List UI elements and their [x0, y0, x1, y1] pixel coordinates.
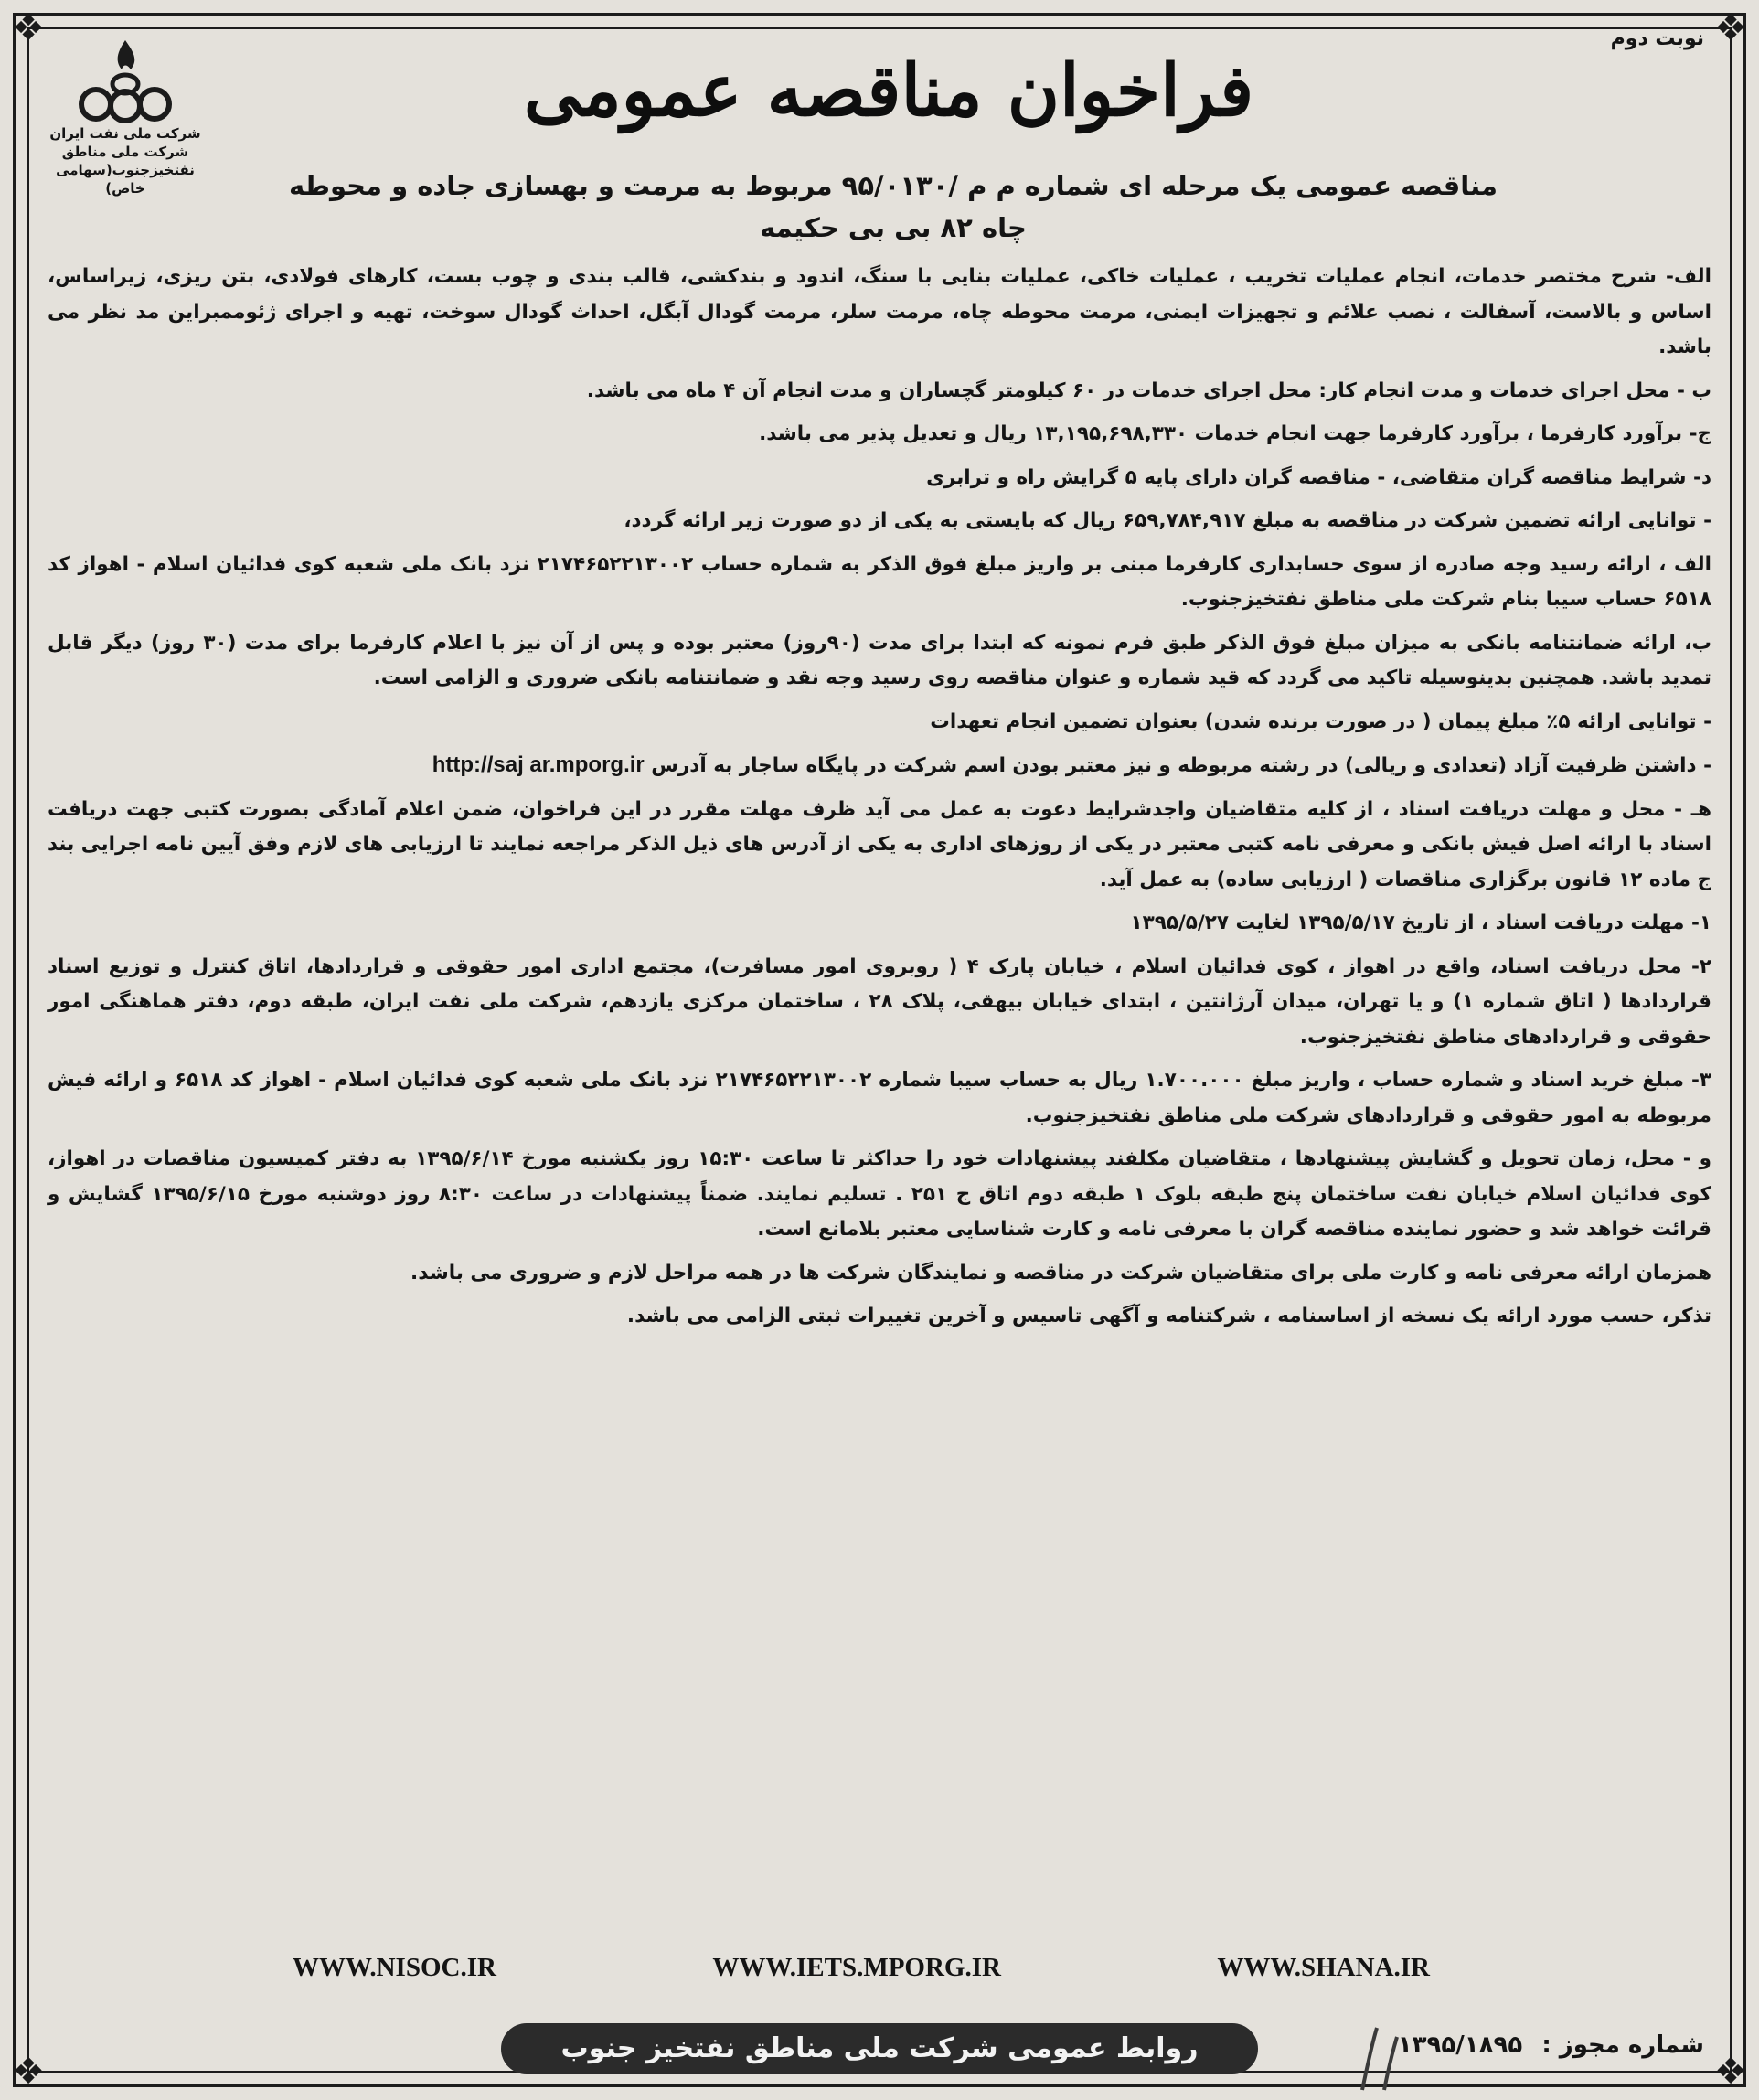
- corner-ornament-icon: ❖: [12, 7, 45, 49]
- section-conditions: د- شرایط مناقصه گران متقاضی، - مناقصه گران دارای پایه ۵ گرایش راه و ترابری: [926, 465, 1711, 489]
- company-logo: [38, 37, 212, 197]
- round-label: نوبت دوم: [1610, 27, 1704, 50]
- section-fee: ۳- مبلغ خرید اسناد و شماره حساب ، واریز مبلغ ۱.۷۰۰.۰۰۰ ریال به حساب سیبا شماره ۲۱۷۴۶۵۲۲۱۳۰۰۲ نزد بانک ملی شعبه کوی فدائیان اسلام - اهواز کد ۶۵۱۸ و ارائه فیش مربوطه به امور حقوقی و قراردادهای شرکت ملی مناطق نفتخیزجنوب.: [48, 1069, 1711, 1127]
- notice-body: [48, 260, 1711, 1335]
- section-guarantee: - توانایی ارائه تضمین شرکت در مناقصه به مبلغ ۶۵۹,۷۸۴,۹۱۷ ریال که بایستی به یکی از دو صورت زیر ارائه گردد،: [624, 509, 1711, 532]
- section-deadline: ۱- مهلت دریافت اسناد ، از تاریخ ۱۳۹۵/۵/۱۷ لغایت ۱۳۹۵/۵/۲۷: [1130, 911, 1711, 934]
- website-link-shana[interactable]: WWW.SHANA.IR: [1217, 1953, 1430, 1982]
- corner-ornament-icon: ❖: [12, 2051, 45, 2093]
- section-performance-bond: - توانایی ارائه ۵٪ مبلغ پیمان ( در صورت برنده شدن) بعنوان تضمین انجام تعهدات: [930, 709, 1711, 733]
- corner-ornament-icon: ❖: [1714, 2051, 1747, 2093]
- section-scope: الف- شرح مختصر خدمات، انجام عملیات تخریب ، عملیات خاکی، عملیات بنایی با سنگ، اندود و بندکشی، قالب بندی و چوب بست، کارهای فولادی، بتن ریزی، زیراساس، اساس و بالاست، آسفالت ، نصب علائم و تجهیزات ایمنی، مرمت محوطه چاه، مرمت سلر، مرمت گودال آبگل، احداث گودال سوخت، تهیه و اجرای ژئوممبراین مد نظر می باشد.: [48, 265, 1711, 358]
- logo-caption: شرکت ملی نفت ایران: [49, 125, 201, 142]
- section-documents: هـ - محل و مهلت دریافت اسناد ، از کلیه متقاضیان واجدشرایط دعوت به عمل می آید ظرف مهلت مقرر در این فراخوان، ضمن اعلام آمادگی بصورت کتبی جهت دریافت اسناد با ارائه اصل فیش بانکی و معرفی نامه کتبی معتبر در یکی از روزهای اداری به یکی از آدرس های ذیل الذکر مراجعه نمایند تا ارزیابی های لازم وفق آیین نامه اجرایی بند ج ماده ۱۲ قانون برگزاری مناقصات ( ارزیابی ساده) به عمل آید.: [48, 797, 1711, 891]
- logo-caption: شرکت ملی مناطق: [61, 144, 189, 160]
- section-id-cards: همزمان ارائه معرفی نامه و کارت ملی برای متقاضیان شرکت در مناقصه و نمایندگان شرکت ها در همه مراحل لازم و ضروری می باشد.: [410, 1261, 1711, 1285]
- section-capacity: [48, 748, 1711, 784]
- section-note: تذکر، حسب مورد ارائه یک نسخه از اساسنامه ، شرکتنامه و آگهی تاسیس و آخرین تغییرات ثبتی الزامی می باشد.: [626, 1305, 1711, 1327]
- section-submission: و - محل، زمان تحویل و گشایش پیشنهادها ، متقاضیان مکلفند پیشنهادات خود را حداکثر تا ساعت ۱۵:۳۰ روز یکشنبه مورخ ۱۳۹۵/۶/۱۴ به دفتر کمیسیون مناقصات در اهواز، کوی فدائیان اسلام خیابان نفت ساختمان پنج طبقه بلوک ۱ طبقه دوم اتاق ج ۲۵۱ . تسلیم نمایند. ضمناً پیشنهادات در ساعت ۸:۳۰ روز دوشنبه مورخ ۱۳۹۵/۶/۱۵ گشایش و قرائت خواهد شد و حضور نماینده مناقصه گران با معرفی نامه و کارت شناسایی معتبر بلامانع است.: [48, 1147, 1711, 1241]
- permit-value: ۱۳۹۵/۱۸۹۵: [1397, 2031, 1523, 2059]
- section-receipt-option: الف ، ارائه رسید وجه صادره از سوی حسابداری کارفرما مبنی بر واریز مبلغ فوق الذکر به شماره حساب ۲۱۷۴۶۵۲۲۱۳۰۰۲ نزد بانک ملی شعبه کوی فدائیان اسلام - اهواز کد ۶۵۱۸ حساب سیبا بنام شرکت ملی مناطق نفتخیزجنوب.: [48, 552, 1711, 611]
- corner-ornament-icon: ❖: [1714, 7, 1747, 49]
- website-link-nisoc[interactable]: WWW.NISOC.IR: [293, 1953, 496, 1982]
- capacity-text: - داشتن ظرفیت آزاد (تعدادی و ریالی) در رشته مربوطه و نیز معتبر بودن اسم شرکت در پایگاه ساجار به آدرس: [651, 754, 1711, 777]
- tender-subtitle: [229, 165, 1558, 249]
- logo-caption: نفتخیزجنوب(سهامی خاص): [56, 162, 195, 197]
- website-link-iets[interactable]: WWW.IETS.MPORG.IR: [712, 1953, 1001, 1982]
- page-title: فراخوان مناقصه عمومی: [523, 49, 1254, 133]
- permit-label: شماره مجوز :: [1541, 2031, 1704, 2059]
- section-bank-guarantee-option: ب، ارائه ضمانتنامه بانکی به میزان مبلغ فوق الذکر طبق فرم نمونه که ابتدا برای مدت (۹۰روز) معتبر بوده و پس از آن نیز با اعلام کارفرما برای مدت (۳۰ روز) دیگر قابل تمدید باشد. همچنین بدینوسیله تاکید می گردد که قید شماره و عنوان مناقصه روی رسید وجه نقد و ضمانتنامه بانکی ضروری و الزامی است.: [48, 631, 1711, 689]
- website-links: [293, 1953, 1430, 1983]
- section-estimate: ج- برآورد کارفرما ، برآورد کارفرما جهت انجام خدمات ۱۳,۱۹۵,۶۹۸,۳۳۰ ریال و تعدیل پذیر می باشد.: [759, 422, 1711, 445]
- public-relations-banner: روابط عمومی شرکت ملی مناطق نفتخیز جنوب: [501, 2023, 1258, 2074]
- subtitle-line: مناقصه عمومی یک مرحله ای شماره م م /۹۵/۰۱۳۰ مربوط به مرمت و بهسازی جاده و محوطه: [289, 170, 1498, 201]
- sajar-url-link[interactable]: http://saj ar.mporg.ir: [432, 752, 645, 777]
- subtitle-line: چاه ۸۲ بی بی حکیمه: [760, 212, 1027, 243]
- permit-number: [1398, 2031, 1704, 2059]
- section-address: ۲- محل دریافت اسناد، واقع در اهواز ، کوی فدائیان اسلام ، خیابان پارک ۴ ( روبروی امور مسافرت)، مجتمع اداری امور حقوقی و قراردادها، اتاق کنترل و توزیع اسناد قراردادها ( اتاق شماره ۱) و یا تهران، میدان آرژانتین ، ابتدای خیابان بیهقی، پلاک ۲۸ ، ساختمان مرکزی یازدهم، شرکت ملی نفت ایران، طبقه دوم، دفتر هماهنگی امور حقوقی و قراردادهای مناطق نفتخیزجنوب.: [48, 954, 1712, 1049]
- oil-flame-logo-icon: [70, 37, 180, 124]
- section-location: ب - محل اجرای خدمات و مدت انجام کار: محل اجرای خدمات در ۶۰ کیلومتر گچساران و مدت انجام آن ۴ ماه می باشد.: [586, 378, 1711, 402]
